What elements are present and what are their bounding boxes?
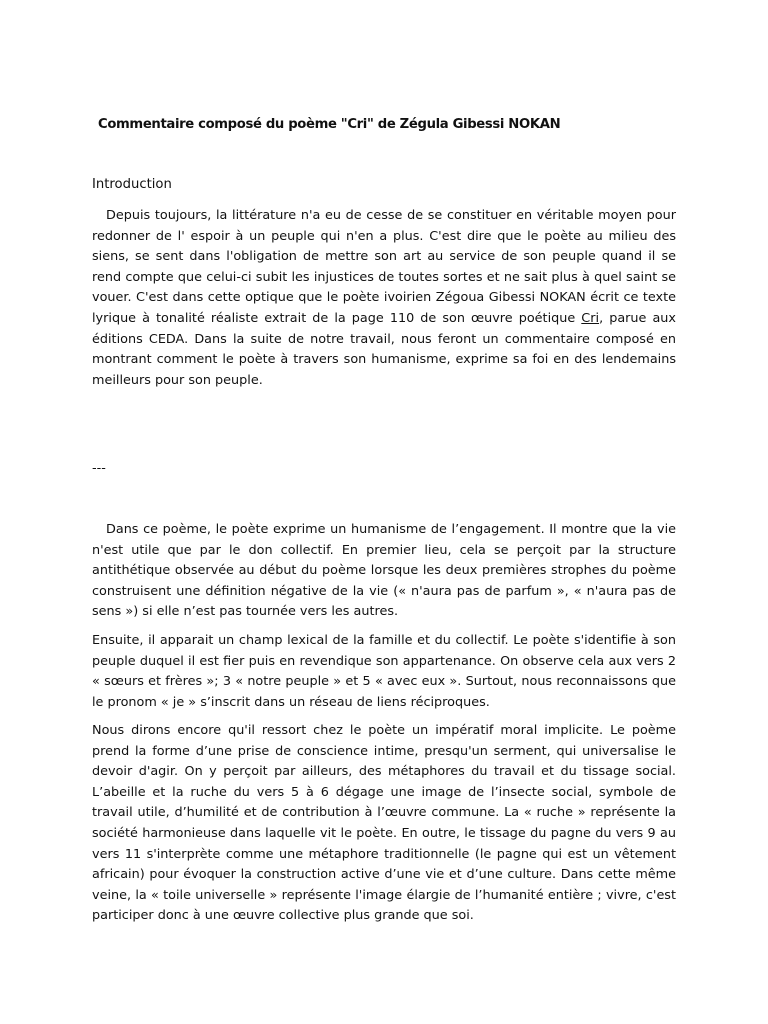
body-paragraph-1: Dans ce poème, le poète exprime un humanisme de l’engagement. Il montre que la vie n'est utile que par le don collectif. En premier lieu, cela se perçoit par la structure antithétique observée au début du poème lorsque les deux premières strophes du poème construisent une définition négative de la vie (« n'aura pas de parfum », « n'aura pas de sens ») si elle n’est pas tournée vers les autres. (92, 522, 676, 620)
section-separator: --- (92, 461, 106, 476)
intro-paragraph (92, 206, 676, 391)
work-title-link[interactable]: Cri (581, 310, 600, 326)
section-heading-introduction: Introduction (92, 177, 172, 192)
intro-text-start: Depuis toujours, la littérature n'a eu de cesse de se constituer en véritable moyen pour redonner de l' espoir à un peuple qui n'en a plus. C'est dire que le poète au milieu des siens, se sent dans l'obligation de mettre son art au service de son peuple quand il se rend compte que celui-ci subit les injustices de toutes sortes et ne sait plus à quel saint se vouer. C'est dans cette optique que le poète ivoirien Zégoua Gibessi NOKAN écrit ce texte lyrique à tonalité réaliste extrait de la page 110 de son œuvre poétique (92, 208, 676, 326)
body-paragraph-2: Ensuite, il apparait un champ lexical de la famille et du collectif. Le poète s'identifie à son peuple duquel il est fier puis en revendique son appartenance. On observe cela aux vers 2 « sœurs et frères »; 3 « notre peuple » et 5 « avec eux ». Surtout, nous reconnaissons que le pronom « je » s’inscrit dans un réseau de liens réciproques. (92, 633, 676, 710)
document-title: Commentaire composé du poème "Cri" de Zégula Gibessi NOKAN (98, 117, 561, 132)
body-paragraph-3: Nous dirons encore qu'il ressort chez le poète un impératif moral implicite. Le poème prend la forme d’une prise de conscience intime, presqu'un serment, qui universalise le devoir d'agir. On y perçoit par ailleurs, des métaphores du travail et du tissage social. L’abeille et la ruche du vers 5 à 6 dégage une image de l’insecte social, symbole de travail utile, d’humilité et de contribution à l’œuvre commune. La « ruche » représente la société harmonieuse dans laquelle vit le poète. En outre, le tissage du pagne du vers 9 au vers 11 s'interprète comme une métaphore traditionnelle (le pagne qui est un vêtement africain) pour évoquer la construction active d’une vie et d’une culture. Dans cette même veine, la « toile universelle » représente l'image élargie de l’humanité entière ; vivre, c'est participer donc à une œuvre collective plus grande que soi. (92, 723, 676, 924)
intro-text-end: , parue aux éditions CEDA. Dans la suite de notre travail, nous feront un commentaire composé en montrant comment le poète à travers son humanisme, exprime sa foi en des lendemains meilleurs pour son peuple. (92, 310, 676, 388)
